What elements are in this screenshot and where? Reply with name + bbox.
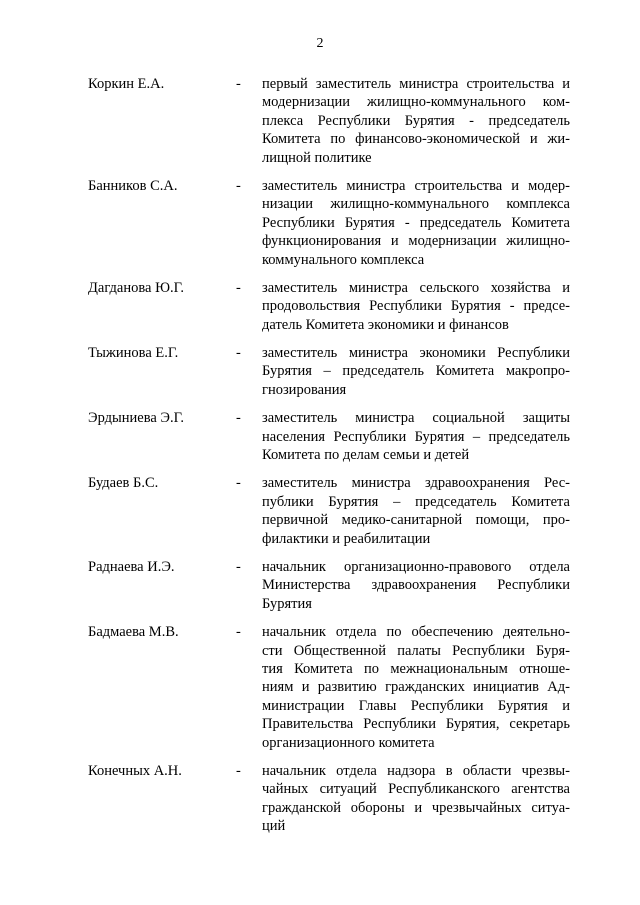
position-line: филактики и реабилитации	[262, 530, 431, 547]
dash-separator: -	[236, 76, 241, 92]
position-line: ниям и развитию гражданских инициатив Ад-	[262, 679, 570, 696]
member-position	[262, 474, 570, 548]
member-entry	[88, 344, 570, 399]
member-position	[262, 409, 570, 464]
member-position	[262, 177, 570, 269]
position-line: гнозирования	[262, 381, 347, 398]
position-line: Бурятия	[262, 595, 312, 612]
position-line: начальник отдела надзора в области чрезвы-	[262, 762, 570, 779]
member-name: Раднаева И.Э.	[88, 558, 175, 575]
position-line: чайных ситуаций Республиканского агентства	[262, 781, 570, 798]
member-entry	[88, 75, 570, 167]
position-line: ций	[262, 818, 286, 835]
member-entry	[88, 474, 570, 548]
member-list	[88, 75, 570, 845]
position-line: продовольствия Республики Бурятия - предсе-	[262, 298, 570, 315]
member-name: Дагданова Ю.Г.	[88, 279, 184, 296]
position-line: тия Комитета по межнациональным отноше-	[262, 660, 570, 677]
member-entry	[88, 177, 570, 269]
position-line: плекса Республики Бурятия - председатель	[262, 112, 570, 129]
dash-separator: -	[236, 345, 241, 362]
dash-separator: -	[236, 624, 241, 641]
position-line: Комитета по финансово-экономической и жи-	[262, 131, 570, 148]
member-entry	[88, 279, 570, 334]
position-line: Бурятия – председатель Комитета макропро-	[262, 363, 570, 380]
position-line: функционирования и модернизации жилищно-	[262, 233, 570, 250]
member-entry	[88, 762, 570, 836]
dash-separator: -	[236, 558, 241, 575]
position-line: организационного комитета	[262, 734, 435, 751]
position-line: начальник организационно-правового отдела	[262, 558, 570, 575]
position-line: заместитель министра здравоохранения Рес-	[262, 475, 570, 492]
position-line: сти Общественной палаты Республики Буря-	[262, 642, 570, 659]
position-line: Правительства Республики Бурятия, секретарь	[262, 716, 570, 733]
position-line: заместитель министра строительства и модер-	[262, 177, 570, 194]
page-number: 2	[316, 36, 324, 51]
member-position	[262, 558, 570, 613]
position-line: заместитель министра социальной защиты	[262, 410, 570, 427]
position-line: коммунального комплекса	[262, 251, 425, 268]
member-entry	[88, 623, 570, 752]
dash-separator: -	[236, 279, 241, 296]
member-position	[262, 279, 570, 334]
position-line: модернизации жилищно-коммунального ком-	[262, 94, 570, 111]
position-line: начальник отдела по обеспечению деятельно-	[262, 624, 570, 641]
position-line: населения Республики Бурятия – председатель	[262, 428, 570, 445]
position-line: публики Бурятия – председатель Комитета	[262, 493, 570, 510]
member-position	[262, 75, 570, 167]
position-line: Министерства здравоохранения Республики	[262, 577, 570, 594]
member-name: Конечных А.Н.	[88, 762, 182, 779]
member-name: Банников С.А.	[88, 177, 178, 194]
position-line: Комитета по делам семьи и детей	[262, 447, 470, 464]
position-line: заместитель министра сельского хозяйства и	[262, 279, 570, 296]
dash-separator: -	[236, 177, 241, 194]
member-name: Коркин Е.А.	[88, 76, 165, 92]
member-name: Эрдыниева Э.Г.	[88, 410, 184, 427]
dash-separator: -	[236, 410, 241, 427]
member-name: Бадмаева М.В.	[88, 624, 179, 641]
dash-separator: -	[236, 475, 241, 492]
position-line: первый заместитель министра строительства и	[262, 76, 570, 92]
position-line: первичной медико-санитарной помощи, про-	[262, 512, 570, 529]
position-line: датель Комитета экономики и финансов	[262, 316, 509, 333]
position-line: низации жилищно-коммунального комплекса	[262, 196, 570, 213]
position-line: гражданской обороны и чрезвычайных ситуа-	[262, 799, 570, 816]
member-name: Будаев Б.С.	[88, 475, 159, 492]
member-name: Тыжинова Е.Г.	[88, 345, 179, 362]
member-position	[262, 623, 570, 752]
position-line: заместитель министра экономики Республики	[262, 345, 570, 362]
dash-separator: -	[236, 762, 241, 779]
position-line: министрации Главы Республики Бурятия и	[262, 697, 570, 714]
position-line: лищной политике	[262, 149, 372, 166]
position-line: Республики Бурятия - председатель Комитета	[262, 214, 570, 231]
member-position	[262, 344, 570, 399]
member-entry	[88, 558, 570, 613]
member-entry	[88, 409, 570, 464]
member-position	[262, 762, 570, 836]
